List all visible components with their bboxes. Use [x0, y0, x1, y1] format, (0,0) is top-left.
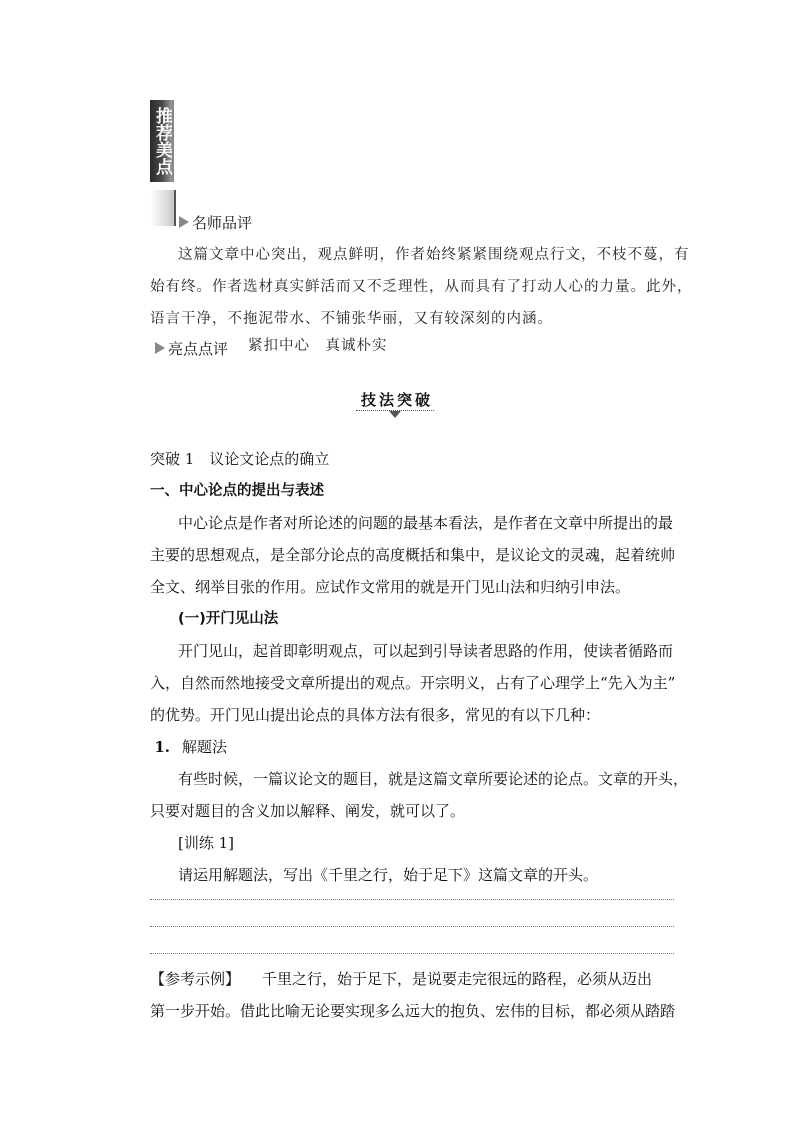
answer-line-3[interactable] [150, 953, 674, 954]
para3-line-2: 只要对题目的含义加以解释、阐发，就可以了。 [150, 802, 466, 820]
badge-divider [172, 100, 174, 182]
para2-line-3: 的优势。开门见山提出论点的具体方法有很多，常见的有以下几种： [150, 706, 601, 724]
answer-line-1[interactable] [150, 899, 674, 900]
para2-line-1: 开门见山，起首即彰明观点，可以起到引导读者思路的作用，使读者循路而 [178, 642, 674, 660]
triangle-marker-icon [155, 342, 165, 354]
comment-line-2: 始有终。作者选材真实鲜活而又不乏理性，从而具有了打动人心的力量。此外， [150, 279, 693, 295]
reference-line-2: 第一步开始。借此比喻无论要实现多么远大的抱负、宏伟的目标，都必须从踏踏 [150, 1002, 676, 1020]
para1-line-2: 主要的思想观点，是全部分论点的高度概括和集中，是议论文的灵魂，起着统帅 [150, 546, 676, 564]
highlight-label: 亮点点评 [168, 340, 229, 358]
highlight-text: 紧扣中心 真诚朴实 [248, 338, 388, 354]
exercise-prompt: 请运用解题法，写出《千里之行，始于足下》这篇文章的开头。 [178, 866, 599, 884]
subheading-direct-method: (一)开门见山法 [178, 611, 279, 627]
para1-line-1: 中心论点是作者对所论述的问题的最基本看法，是作者在文章中所提出的最 [178, 514, 674, 532]
para2-line-2: 入，自然而然地接受文章所提出的观点。开宗明义，占有了心理学上“先入为主” [150, 674, 676, 692]
breakthrough-heading: 突破 1 议论文论点的确立 [150, 450, 330, 468]
triangle-marker-icon [179, 216, 189, 228]
bracket-decoration [150, 190, 176, 226]
teacher-comment-label: 名师品评 [192, 214, 253, 232]
comment-line-1: 这篇文章中心突出，观点鲜明，作者始终紧紧围绕观点行文，不枝不蔓，有 [178, 247, 690, 263]
para3-line-1: 有些时候，一篇议论文的题目，就是这篇文章所要论述的论点。文章的开头， [178, 770, 689, 788]
recommend-badge: 推荐美点 [150, 100, 172, 182]
section-title: 技法突破 [360, 391, 433, 409]
answer-line-2[interactable] [150, 926, 674, 927]
method-name: 解题法 [182, 738, 228, 756]
chevron-down-icon [389, 411, 401, 418]
heading-central-thesis: 一、中心论点的提出与表述 [150, 483, 324, 499]
comment-line-3: 语言干净，不拖泥带水、不铺张华丽，又有较深刻的内涵。 [150, 311, 553, 327]
bracket-line [174, 190, 176, 226]
reference-label: 【参考示例】 [150, 970, 241, 988]
reference-line-1: 千里之行，始于足下，是说要走完很远的路程，必须从迈出 [262, 970, 653, 988]
exercise-label: [训练 1] [178, 834, 235, 852]
para1-line-3: 全文、纲举目张的作用。应试作文常用的就是开门见山法和归纳引申法。 [150, 578, 631, 596]
method-number: 1. [154, 738, 170, 756]
